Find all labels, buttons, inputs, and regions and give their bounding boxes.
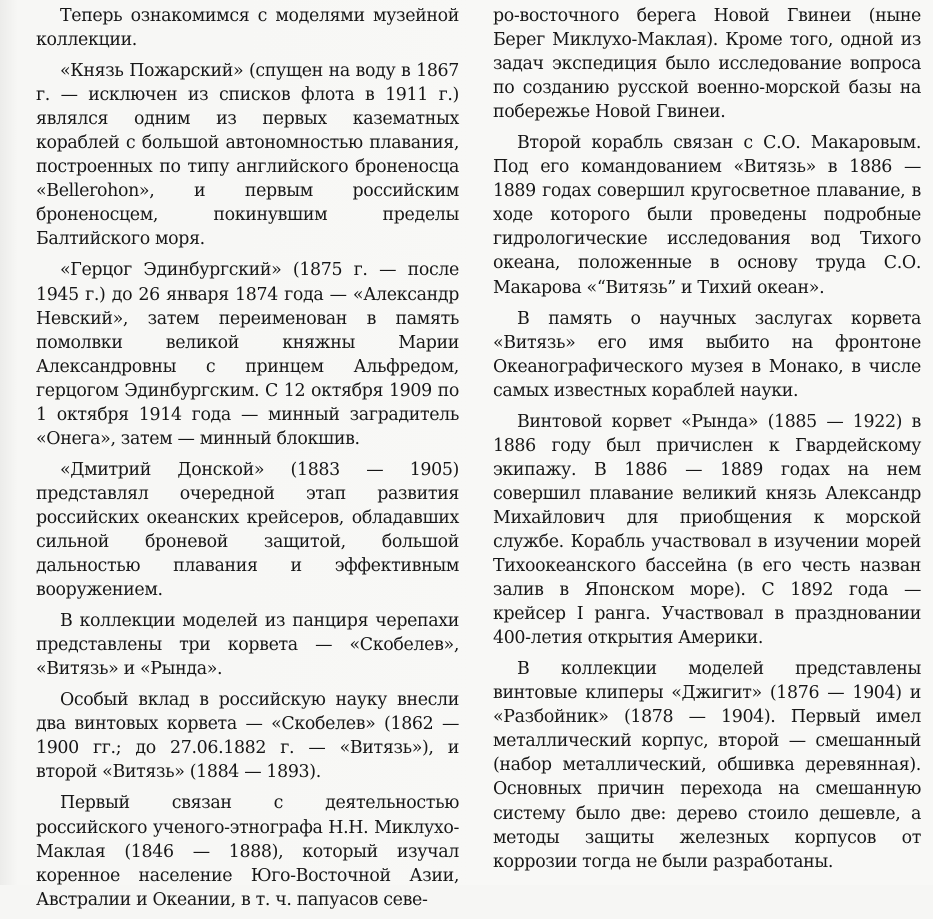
paragraph-dmitry-donskoy: «Дмитрий Донской» (1883 — 1905) представлял очередной этап развития российских океанских крейсеров, обладавших сильной броневой защитой, большой дальностью плавания и эффективным вооружением. [36,459,459,601]
paragraph-rynda: Винтовой корвет «Рында» (1885 — 1922) в 1886 году был причислен к Гвардейскому экипажу. В 1886 — 1889 годах на нем совершил плавание великий князь Александр Михайлович для приобщения к морской службе. Корабль участвовал в изучении морей Тихоокеанского бассейна (в его честь назван залив в Японском море). С 1892 года — крейсер I ранга. Участвовал в праздновании 400-летия открытия Америки. [493,411,921,649]
paragraph-monaco-museum: В память о научных заслугах корвета «Витязь» его имя выбито на фронтоне Океанографического музея в Монако, в числе самых известных кораблей науки. [493,308,921,401]
paragraph-makarov: Второй корабль связан с С.О. Макаровым. Под его командованием «Витязь» в 1886 — 1889 годах совершил кругосветное плавание, в ходе которого были проведены подробные гидрологические исследования вод Тихого океана, положенные в основу труда С.О. Макарова «“Витязь” и Тихий океан». [493,133,921,298]
paragraph-gertsog-edinburgsky: «Герцог Эдинбургский» (1875 г. — после 1945 г.) до 26 января 1874 года — «Александр Невский», затем переименован в память помолвки великой княжны Марии Александровны с принцем Альфредом, герцогом Эдинбургским. С 12 октября 1909 по 1 октября 1914 года — минный заградитель «Онега», затем — минный блокшив. [36,260,459,449]
paragraph-continuation: ро-восточного берега Новой Гвинеи (ныне Берег Миклухо-Маклая). Кроме того, одной из задач экспедиция было исследование вопроса по созданию русской военно-морской базы на побережье Новой Гвинеи. [493,6,921,123]
paragraph-miklukho-maklay: Первый связан с деятельностью российского ученого-этнографа Н.Н. Миклухо-Маклая (1846 — 1888), который изучал коренное население Юго-Восточной Азии, Австралии и Океании, в т. ч. папуасов севе- [36,793,459,910]
paragraph-knyaz-pozharsky: «Князь Пожарский» (спущен на воду в 1867 г. — исключен из списков флота в 1911 г.) являлся одним из первых казематных кораблей с большой автономностью плавания, построенных по типу английского броненосца «Bellerohon», и первым российским броненосцем, покинувшим пределы Балтийского моря. [36,61,459,250]
paragraph-clippers: В коллекции моделей представлены винтовые клиперы «Джигит» (1876 — 1904) и «Разбойник» (1878 — 1904). Первый имел металлический корпус, второй — смешанный (набор металлический, обшивка деревянная). Основных причин перехода на смешанную систему было две: дерево стоило дешевле, а методы защиты железных корпусов от коррозии тогда не были разработаны. [493,659,921,872]
paragraph-turtle-shell-collection: В коллекции моделей из панциря черепахи представлены три корвета — «Скобелев», «Витязь» и «Рында». [36,611,459,680]
paragraph-two-corvettes: Особый вклад в российскую науку внесли два винтовых корвета — «Скобелев» (1862 — 1900 гг.; до 27.06.1882 г. — «Витязь»), и второй «Витязь» (1884 — 1893). [36,690,459,783]
right-column [493,4,921,881]
left-column [36,4,459,919]
paragraph-intro: Теперь ознакомимся с моделями музейной коллекции. [36,6,459,51]
